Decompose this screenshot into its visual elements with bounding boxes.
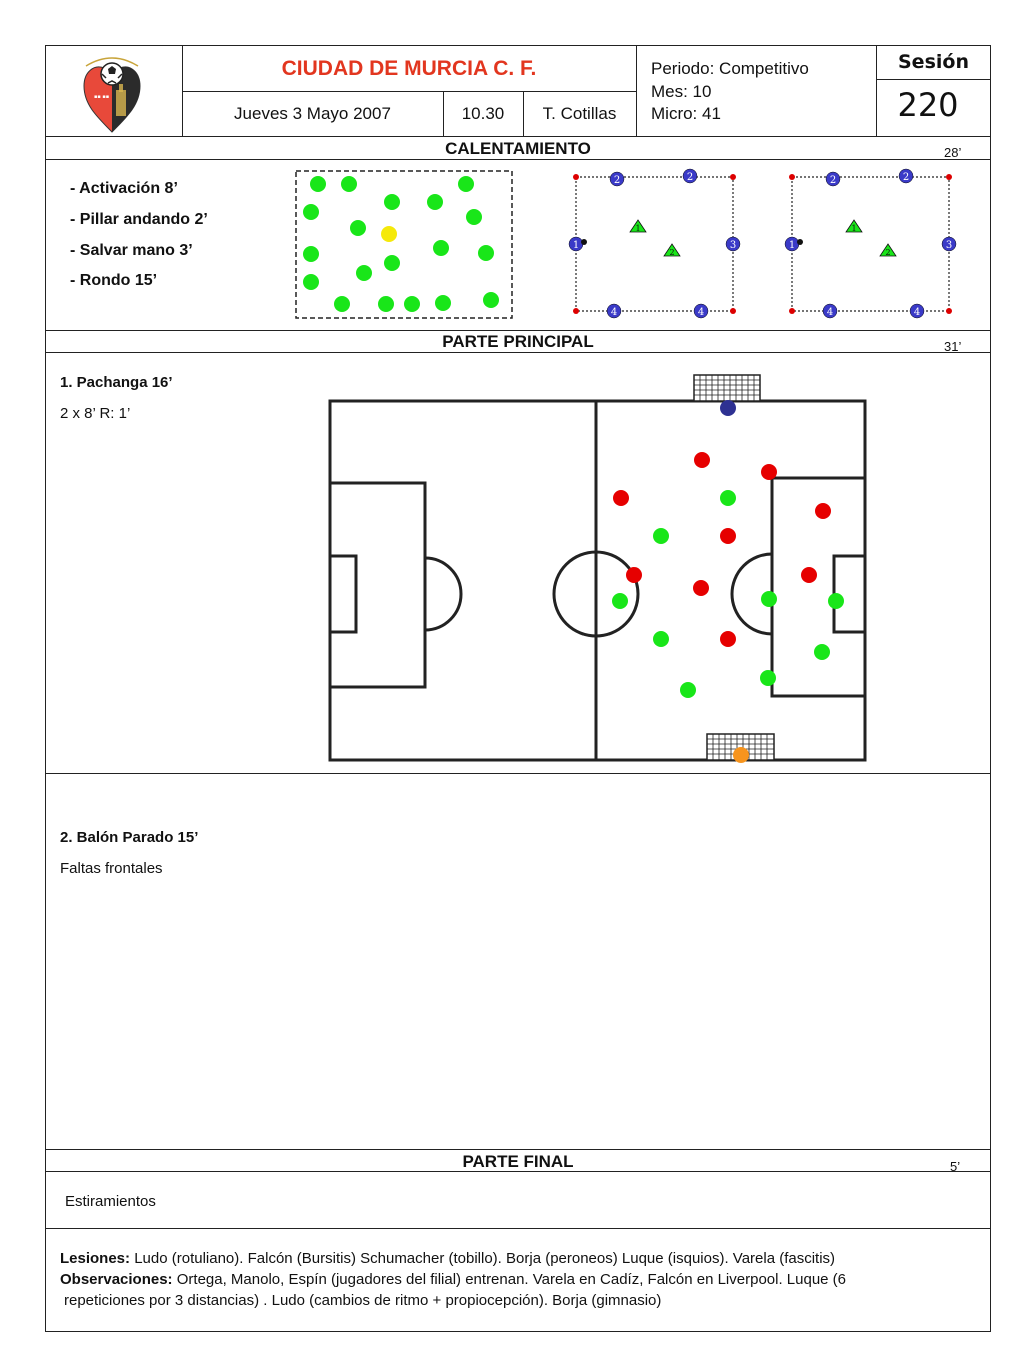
lesiones-label: Lesiones: [60,1250,131,1267]
rondo-label: 4 [697,307,705,318]
observaciones-line [60,1271,846,1288]
player-green [483,292,499,308]
player-green [384,255,400,271]
final-title: PARTE FINAL [462,1152,574,1171]
player-yellow [381,226,397,242]
player-green [720,490,736,506]
club-logo [76,48,148,136]
rondo-label: 2 [686,172,694,183]
warmup-item: - Activación 8’ [70,180,178,197]
rondo-label: 1 [572,240,580,251]
player-green [435,295,451,311]
player-red [693,580,709,596]
player-green [761,591,777,607]
rondo-label: 2 [613,175,621,186]
penalty-area-left [330,483,425,687]
rondo-label: 1 [851,224,857,233]
svg-text:▪▪ ▪▪: ▪▪ ▪▪ [94,94,110,100]
player-red [720,528,736,544]
goalkeeper-orange [733,747,749,763]
club-name: CIUDAD DE MURCIA C. F. [281,57,537,80]
rondo-label: 4 [826,307,834,318]
player-green [427,194,443,210]
rondo-label: 4 [610,307,618,318]
player-green [378,296,394,312]
principal-title: PARTE PRINCIPAL [442,332,594,351]
player-green [760,670,776,686]
player-red [613,490,629,506]
player-red [626,567,642,583]
section-divider [45,1228,991,1229]
rondo-label: 4 [913,307,921,318]
goal-area-left [330,556,356,632]
player-green [334,296,350,312]
player-green [612,593,628,609]
player-green [433,240,449,256]
pitch-diagram [320,366,880,770]
player-green [303,274,319,290]
player-green [341,176,357,192]
activation-diagram [294,169,516,321]
player-green [653,528,669,544]
rondo-label: 1 [788,240,796,251]
exercise-title: 2. Balón Parado 15’ [60,829,199,846]
section-divider [45,1149,991,1150]
player-green [458,176,474,192]
rondo-label: 1 [635,224,641,233]
rondo-label: 2 [829,175,837,186]
section-divider [45,330,991,331]
rondo-diagram [566,168,746,320]
sesion-number: 220 [897,86,959,124]
session-time: 10.30 [461,104,505,123]
header-divider [876,79,991,80]
observaciones-text-cont: repeticiones por 3 distancias) . Ludo (cambios de ritmo + propiocepción). Borja (gimnasio) [64,1292,662,1309]
player-green [466,209,482,225]
player-red [801,567,817,583]
observaciones-text: Ortega, Manolo, Espín (jugadores del filial) entrenan. Varela en Cadíz, Falcón en Liverpool. Luque (6 [176,1271,847,1288]
player-green [310,176,326,192]
lesiones-text: Ludo (rotuliano). Falcón (Bursitis) Schumacher (tobillo). Borja (peroneos) Luque (isquios). Varela (fascitis) [134,1250,836,1267]
warmup-item: - Salvar mano 3’ [70,242,193,259]
player-red [815,503,831,519]
session-date: Jueves 3 Mayo 2007 [234,104,391,123]
goal-net-top [694,375,760,401]
player-red [720,631,736,647]
rondo-diagram [782,168,962,320]
rondo-label: 3 [729,240,737,251]
goalkeeper-blue [720,400,736,416]
player-green [478,245,494,261]
warmup-item: - Pillar andando 2’ [70,211,208,228]
player-green [356,265,372,281]
micro-label: Micro: 41 [651,104,721,123]
header-divider [182,91,636,92]
player-green [384,194,400,210]
lesiones-line [60,1250,835,1267]
section-divider [45,159,991,160]
principal-minutes: 31’ [944,339,962,354]
header-bottom [45,136,991,137]
section-divider [45,773,991,774]
player-red [694,452,710,468]
sesion-label: Sesión [898,51,969,73]
periodo-label: Periodo: Competitivo [651,59,809,78]
player-green [350,220,366,236]
player-green [814,644,830,660]
rondo-label: 2 [885,248,891,257]
warmup-item: - Rondo 15’ [70,272,158,289]
player-green [303,246,319,262]
player-green [680,682,696,698]
calentamiento-title: CALENTAMIENTO [445,139,591,158]
coach-name: T. Cotillas [542,104,617,123]
rondo-label: 2 [669,248,675,257]
exercise-detail: Faltas frontales [60,860,163,877]
exercise-title: 1. Pachanga 16’ [60,374,173,391]
rondo-label: 3 [945,240,953,251]
rondo-label: 2 [902,172,910,183]
header-divider [636,45,637,137]
calentamiento-minutes: 28’ [944,145,962,160]
player-green [828,593,844,609]
player-green [303,204,319,220]
player-red [761,464,777,480]
observaciones-label: Observaciones: [60,1271,173,1288]
exercise-detail: 2 x 8’ R: 1’ [60,405,131,422]
final-minutes: 5’ [950,1159,961,1174]
section-divider [45,352,991,353]
mes-label: Mes: 10 [651,82,712,101]
final-text: Estiramientos [65,1193,156,1210]
penalty-arc-left [425,558,461,630]
player-green [653,631,669,647]
player-green [404,296,420,312]
